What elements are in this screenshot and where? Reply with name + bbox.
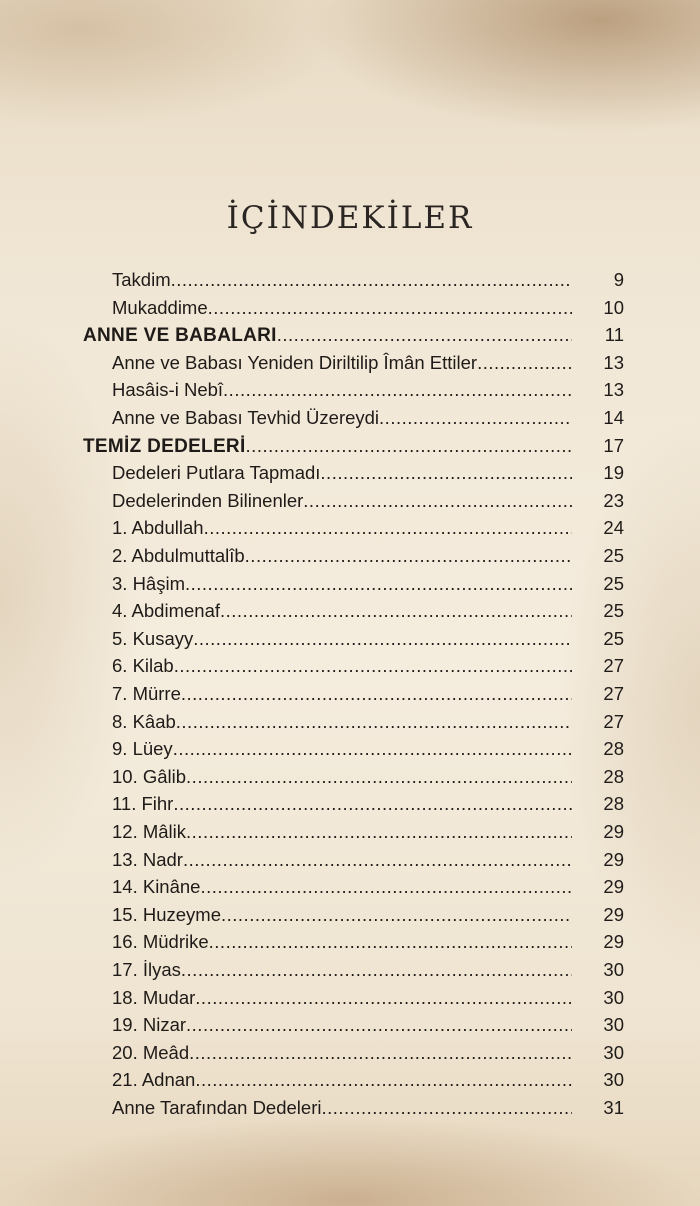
toc-entry-label	[112, 294, 572, 322]
toc-page-number: 29	[603, 876, 624, 898]
toc-entry-label	[112, 597, 572, 625]
toc-entry-label	[112, 956, 572, 984]
toc-entry-label	[112, 625, 572, 653]
toc-entry[interactable]	[0, 1011, 700, 1039]
toc-entry-title: Anne Tarafından Dedeleri	[112, 1097, 322, 1118]
toc-page-number: 28	[603, 765, 624, 787]
toc-page-number: 30	[603, 986, 624, 1008]
toc-entry-label	[112, 790, 572, 818]
page-title: İÇİNDEKİLER	[226, 200, 474, 236]
toc-entry-title: 8. Kâab	[112, 710, 176, 732]
toc-entry-label	[112, 901, 572, 929]
toc-entry-title: 12. Mâlik	[112, 821, 187, 842]
toc-entry-label	[83, 432, 572, 461]
toc-entry-title: 16. Müdrike	[112, 931, 209, 953]
toc-entry-label	[112, 818, 572, 846]
toc-page-number: 29	[603, 931, 624, 953]
toc-page-number: 29	[603, 848, 624, 870]
toc-entry-label	[112, 487, 572, 515]
toc-entry[interactable]	[0, 459, 700, 487]
toc-entry-title: 15. Huzeyme	[112, 903, 221, 925]
toc-entry-label	[112, 680, 572, 708]
toc-page-number: 29	[603, 821, 624, 842]
toc-entry-title: 10. Gâlib	[112, 765, 187, 787]
toc-page-number: 30	[603, 1069, 624, 1091]
toc-page-number: 30	[603, 1014, 624, 1036]
toc-entry[interactable]	[0, 1094, 700, 1122]
toc-entry[interactable]	[0, 625, 700, 653]
toc-entry-title: 6. Kilab	[112, 655, 174, 677]
toc-entry-label	[112, 984, 572, 1012]
toc-entry-label	[112, 570, 572, 598]
toc-entry-title: 7. Mürre	[112, 683, 181, 704]
toc-entry[interactable]	[0, 984, 700, 1012]
toc-entry-title: 9. Lüey	[112, 738, 173, 760]
toc-page-number: 25	[603, 572, 624, 594]
toc-entry-title: ANNE VE BABALARI	[83, 325, 277, 347]
toc-entry[interactable]	[0, 1066, 700, 1094]
toc-entry-title: 14. Kinâne	[112, 876, 201, 898]
toc-entry-label	[112, 928, 572, 956]
toc-page-number: 10	[603, 296, 624, 318]
toc-entry[interactable]	[0, 873, 700, 901]
toc-entry-title: Anne ve Babası Yeniden Diriltilip Îmân Ettiler	[112, 351, 478, 373]
toc-page-number: 9	[613, 269, 624, 290]
toc-entry[interactable]	[0, 680, 700, 708]
toc-entry-title: 19. Nizar	[112, 1014, 187, 1036]
toc-entry-label	[112, 1011, 572, 1039]
toc-entry-title: 4. Abdimenaf	[112, 600, 220, 622]
toc-page-number: 30	[603, 959, 624, 980]
toc-page-number: 13	[603, 351, 624, 373]
toc-entry[interactable]	[0, 846, 700, 874]
toc-page-number: 27	[603, 655, 624, 677]
toc-entry-label	[112, 735, 572, 763]
toc-page-number: 25	[603, 600, 624, 622]
toc-entry-label	[112, 708, 572, 736]
toc-entry-label	[112, 266, 572, 294]
toc-entry-title: 5. Kusayy	[112, 627, 194, 649]
toc-entry[interactable]	[0, 818, 700, 846]
toc-page-number: 25	[603, 545, 624, 566]
toc-entry-title: Mukaddime	[112, 296, 208, 318]
toc-entry[interactable]	[0, 487, 700, 515]
toc-entry[interactable]	[0, 349, 700, 377]
toc-entry-title: 21. Adnan	[112, 1069, 196, 1091]
toc-entry-title: Dedelerinden Bilinenler	[112, 489, 304, 511]
toc-entry-label	[112, 1094, 572, 1122]
toc-entry[interactable]	[0, 708, 700, 736]
toc-entry[interactable]	[0, 1039, 700, 1067]
toc-entry-label	[112, 873, 572, 901]
toc-entry-label	[112, 652, 572, 680]
toc-entry-label	[83, 321, 572, 350]
toc-entry-label	[112, 542, 572, 570]
toc-page-number: 28	[603, 738, 624, 760]
toc-page-number: 19	[603, 462, 624, 484]
toc-entry[interactable]	[0, 266, 700, 294]
toc-entry[interactable]	[0, 956, 700, 984]
toc-entry-title: 20. Meâd	[112, 1041, 190, 1063]
toc-entry[interactable]	[0, 570, 700, 598]
toc-entry[interactable]	[0, 790, 700, 818]
toc-entry[interactable]	[0, 901, 700, 929]
toc-page-number: 23	[603, 489, 624, 511]
toc-section-entry[interactable]	[0, 432, 700, 460]
toc-entry[interactable]	[0, 514, 700, 542]
toc-entry-label	[112, 763, 572, 791]
toc-entry-title: Dedeleri Putlara Tapmadı	[112, 462, 321, 484]
toc-page-number: 27	[603, 710, 624, 732]
toc-entry-title: Anne ve Babası Tevhid Üzereydi	[112, 407, 380, 428]
toc-page-number: 31	[603, 1097, 624, 1118]
toc-section-entry[interactable]	[0, 321, 700, 349]
toc-entry-title: TEMİZ DEDELERİ	[83, 435, 246, 457]
toc-entry-title: Takdim	[112, 269, 171, 290]
toc-entry-label	[112, 349, 572, 377]
toc-page-number: 29	[603, 903, 624, 925]
toc-page-number: 11	[604, 324, 624, 346]
toc-entry[interactable]	[0, 928, 700, 956]
toc-entry[interactable]	[0, 597, 700, 625]
toc-entry-title: 2. Abdulmuttalîb	[112, 545, 245, 566]
toc-entry[interactable]	[0, 763, 700, 791]
toc-entry[interactable]	[0, 652, 700, 680]
toc-page-number: 14	[603, 407, 624, 428]
toc-entry-label	[112, 514, 572, 542]
toc-page-number: 13	[603, 379, 624, 401]
toc-entry-label	[112, 404, 572, 432]
toc-entry[interactable]	[0, 542, 700, 570]
toc-page-number: 25	[603, 627, 624, 649]
toc-page-number: 30	[603, 1041, 624, 1063]
toc-entry[interactable]	[0, 376, 700, 404]
toc-entry-title: 3. Hâşim	[112, 572, 185, 594]
toc-page-number: 28	[603, 793, 624, 815]
toc-entry-title: Hasâis-i Nebî	[112, 379, 224, 401]
toc-entry-title: 13. Nadr	[112, 848, 183, 870]
toc-entry[interactable]	[0, 404, 700, 432]
toc-entry-label	[112, 1039, 572, 1067]
toc-entry-title: 18. Mudar	[112, 986, 196, 1008]
toc-entry[interactable]	[0, 735, 700, 763]
toc-page-number: 24	[603, 517, 624, 539]
toc-page-number: 27	[603, 683, 624, 704]
toc-entry-label	[112, 1066, 572, 1094]
toc-entry-title: 11. Fihr	[112, 793, 174, 815]
toc-page-number: 17	[603, 434, 624, 456]
toc-entry-label	[112, 846, 572, 874]
toc-entry-title: 1. Abdullah	[112, 517, 204, 539]
toc-entry[interactable]	[0, 294, 700, 322]
toc-entry-title: 17. İlyas	[112, 959, 181, 980]
toc-entry-label	[112, 376, 572, 404]
toc-entry-label	[112, 459, 572, 487]
